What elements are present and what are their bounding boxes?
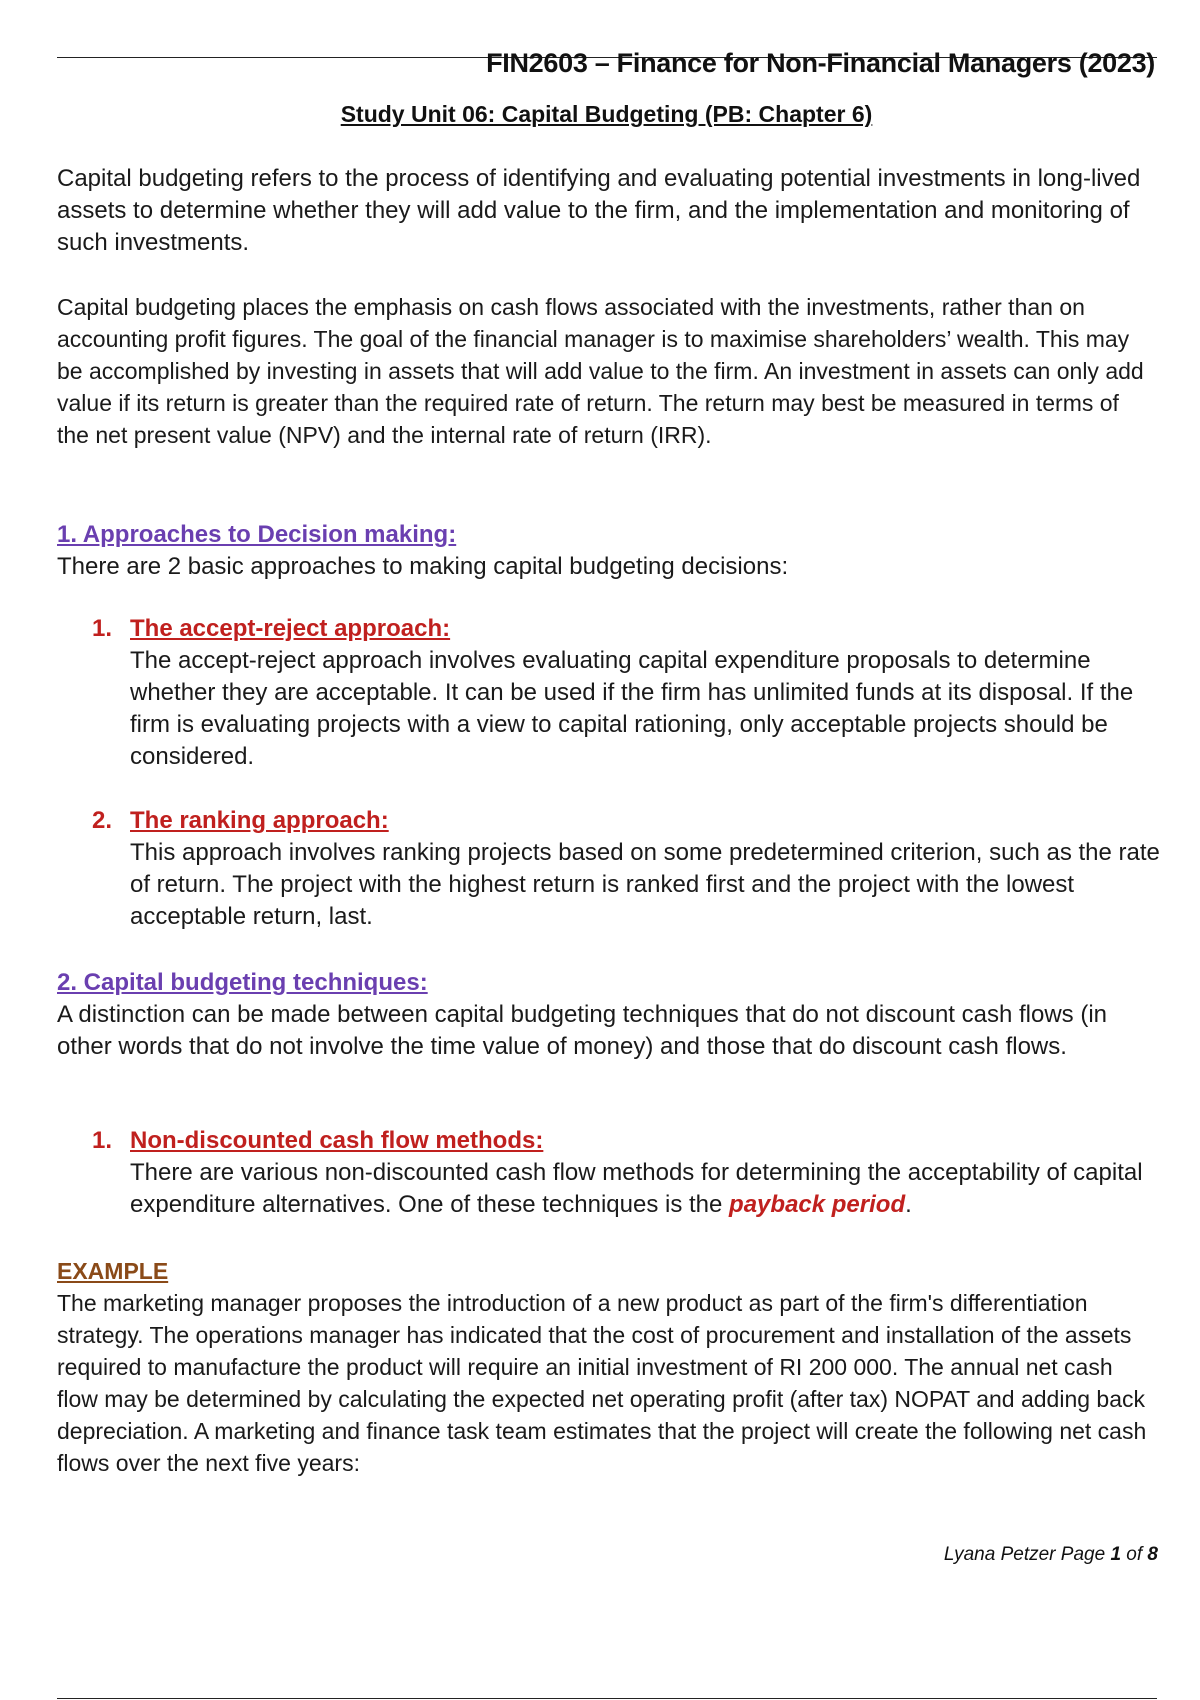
footer-current-page: 1 bbox=[1110, 1544, 1122, 1565]
course-header: FIN2603 – Finance for Non-Financial Managers (2023) bbox=[486, 48, 1155, 78]
payback-period-emphasis: payback period bbox=[729, 1191, 906, 1218]
section-2-intro: A distinction can be made between capital budgeting techniques that do not discount cash flows (in other words that do not involve the time value of money) and those that do discount cash flows. bbox=[57, 1001, 1108, 1060]
section-1-heading: 1. Approaches to Decision making: bbox=[57, 521, 457, 548]
list-number: 1. bbox=[92, 1127, 113, 1154]
example-text: The marketing manager proposes the introduction of a new product as part of the firm's differentiation strategy. The operations manager has indicated that the cost of procurement and installation of the assets required to manufacture the product will require an initial investment of RI 200 000. The annual net cash flow may be determined by calculating the expected net operating profit (after tax) NOPAT and adding back depreciation. A marketing and finance task team estimates that the project will create the following net cash flows over the next five years: bbox=[57, 1290, 1147, 1476]
list-item-non-discounted bbox=[92, 1125, 1162, 1221]
intro-text-2: Capital budgeting places the emphasis on cash flows associated with the investments, rather than on accounting profit figures. The goal of the financial manager is to maximise shareholders’ wealth. This may be accomplished by investing in assets that will add value to the firm. An investment in assets can only add value if its return is greater than the required rate of return. The return may best be measured in terms of the net present value (NPV) and the internal rate of return (IRR). bbox=[57, 294, 1144, 448]
list-item-ranking bbox=[92, 805, 1162, 933]
list-item-text-after: . bbox=[905, 1191, 912, 1218]
intro-paragraph-2 bbox=[57, 291, 1157, 451]
list-number: 1. bbox=[92, 615, 113, 642]
example-section bbox=[57, 1255, 1157, 1479]
list-item-title: The ranking approach: bbox=[130, 807, 389, 834]
section-1-intro: There are 2 basic approaches to making capital budgeting decisions: bbox=[57, 553, 789, 580]
footer-total-pages: 8 bbox=[1147, 1544, 1158, 1565]
footer-of: of bbox=[1121, 1544, 1148, 1565]
page-footer bbox=[944, 1544, 1158, 1566]
section-1 bbox=[57, 519, 1157, 583]
list-number: 2. bbox=[92, 807, 113, 834]
example-heading: EXAMPLE bbox=[57, 1258, 169, 1284]
list-item-accept-reject bbox=[92, 613, 1162, 773]
section-2-heading: 2. Capital budgeting techniques: bbox=[57, 969, 428, 996]
section-2 bbox=[57, 967, 1157, 1063]
list-item-text: This approach involves ranking projects based on some predetermined criterion, such as the rate of return. The project with the highest return is ranked first and the project with the lowest acceptable return, last. bbox=[130, 839, 1160, 930]
footer-author-page: Lyana Petzer Page bbox=[943, 1544, 1111, 1565]
list-item-title: The accept-reject approach: bbox=[130, 615, 451, 642]
list-item-title: Non-discounted cash flow methods: bbox=[130, 1127, 544, 1154]
intro-paragraph-1 bbox=[57, 163, 1157, 259]
footer-rule bbox=[57, 1698, 1157, 1699]
page-title: Study Unit 06: Capital Budgeting (PB: Chapter 6) bbox=[340, 101, 873, 127]
list-item-text bbox=[130, 1157, 1162, 1221]
list-item-text: The accept-reject approach involves evaluating capital expenditure proposals to determine whether they are acceptable. It can be used if the firm has unlimited funds at its disposal. If the firm is evaluating projects with a view to capital rationing, only acceptable projects should be considered. bbox=[130, 647, 1134, 770]
list-item-text-before: There are various non-discounted cash flow methods for determining the acceptability of capital expenditure alternatives. One of these techniques is the bbox=[130, 1159, 1143, 1218]
intro-text-1: Capital budgeting refers to the process of identifying and evaluating potential investments in long-lived assets to determine whether they will add value to the firm, and the implementation and monitoring of such investments. bbox=[57, 165, 1141, 256]
